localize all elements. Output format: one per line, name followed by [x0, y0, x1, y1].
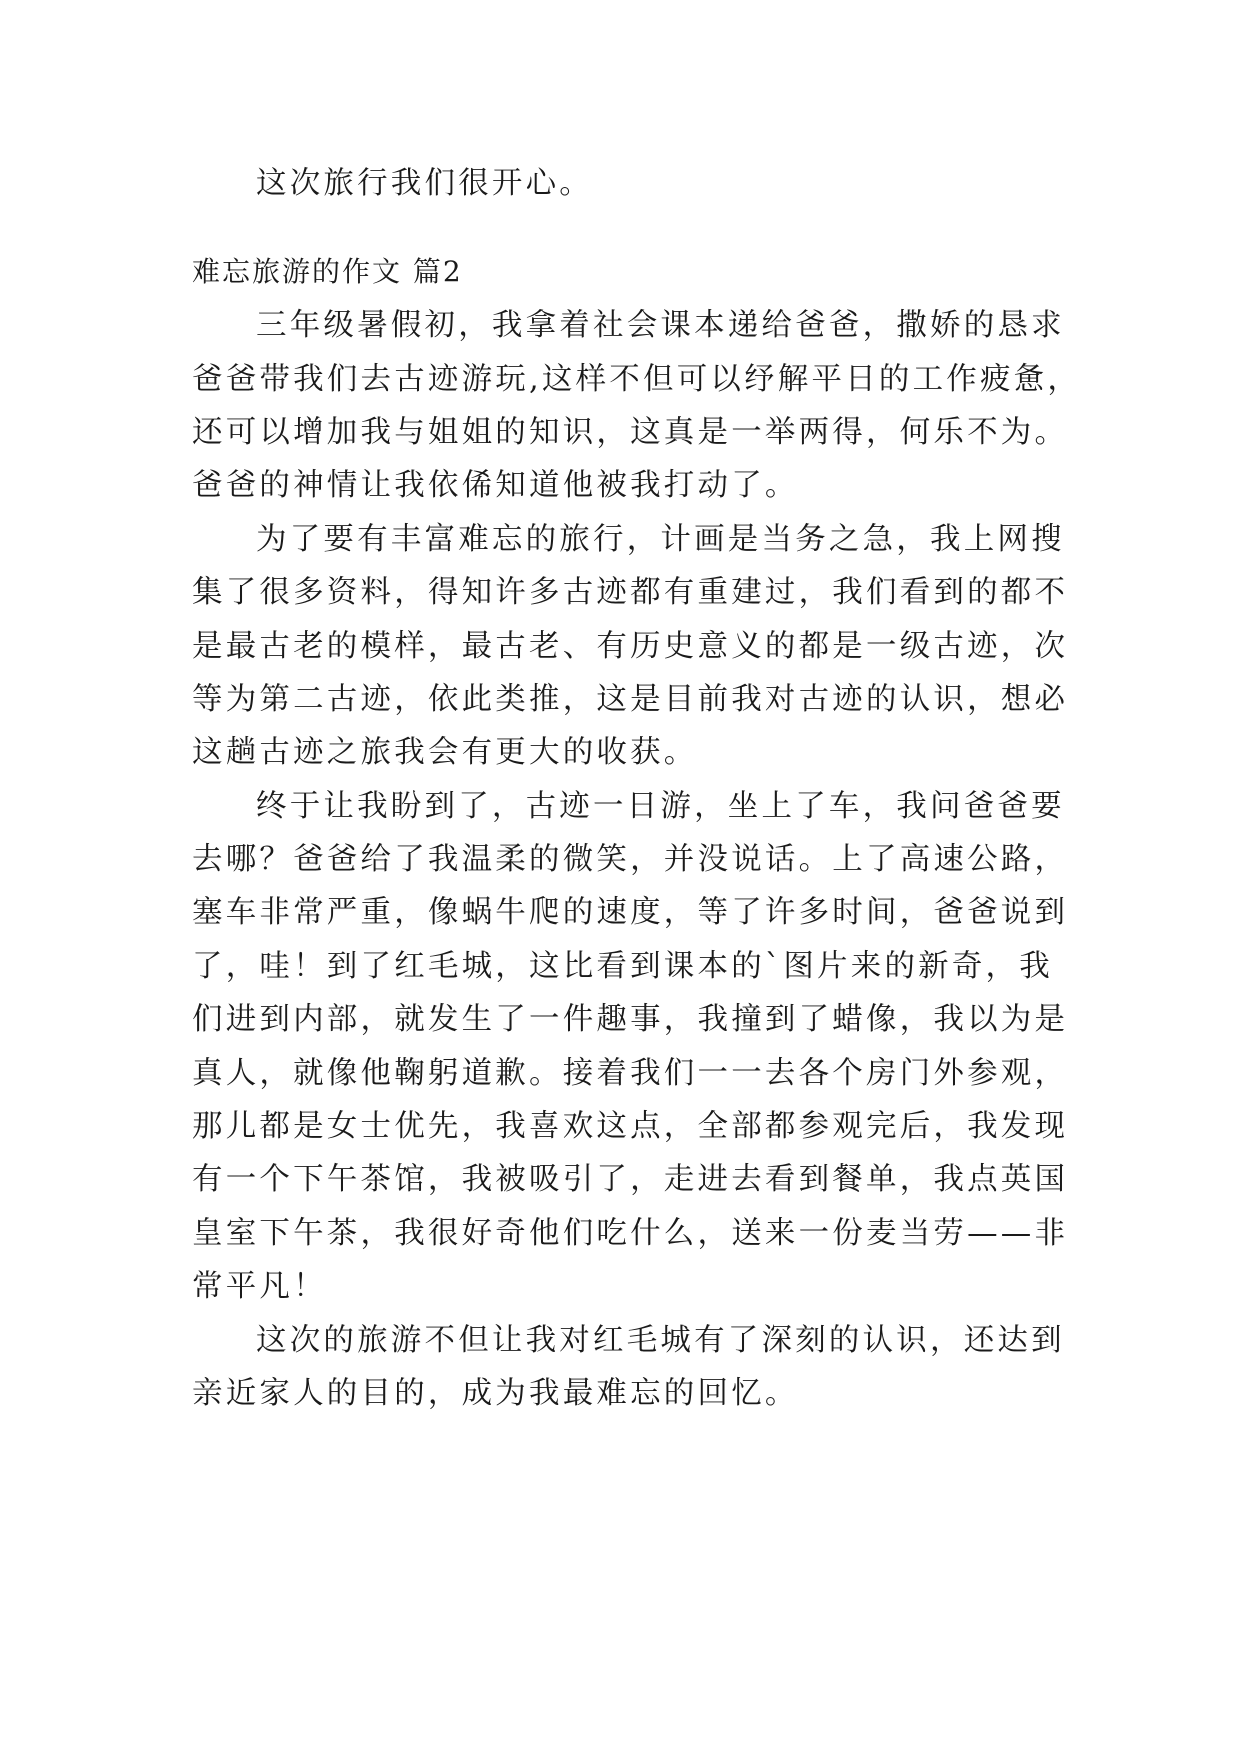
essay-heading: 难忘旅游的作文 篇2 [192, 255, 463, 288]
paragraph-1-line-2: 爸爸带我们去古迹游玩,这样不但可以纾解平日的工作疲惫， [192, 362, 1082, 397]
paragraph-3-line-8: 有一个下午茶馆，我被吸引了，走进去看到餐单，我点英国 [192, 1162, 1069, 1197]
paragraph-3-line-3: 塞车非常严重，像蜗牛爬的速度，等了许多时间，爸爸说到 [192, 895, 1069, 930]
paragraph-2-line-3: 是最古老的模样，最古老、有历史意义的都是一级古迹，次 [192, 629, 1069, 664]
paragraph-3-line-10: 常平凡！ [192, 1269, 327, 1304]
paragraph-1-line-1: 三年级暑假初，我拿着社会课本递给爸爸，撒娇的恳求 [256, 308, 1065, 343]
paragraph-2-line-2: 集了很多资料，得知许多古迹都有重建过，我们看到的都不 [192, 575, 1069, 610]
closing-line: 这次旅行我们很开心。 [256, 166, 593, 201]
paragraph-3-line-2: 去哪？爸爸给了我温柔的微笑，并没说话。上了高速公路， [192, 842, 1069, 877]
paragraph-3-line-9: 皇室下午茶，我很好奇他们吃什么，送来一份麦当劳——非 [192, 1216, 1069, 1251]
paragraph-3-line-7: 那儿都是女士优先，我喜欢这点，全部都参观完后，我发现 [192, 1109, 1069, 1144]
paragraph-2-line-5: 这趟古迹之旅我会有更大的收获。 [192, 735, 698, 770]
paragraph-4-line-1: 这次的旅游不但让我对红毛城有了深刻的认识，还达到 [256, 1323, 1065, 1358]
paragraph-3-line-6: 真人，就像他鞠躬道歉。接着我们一一去各个房门外参观， [192, 1056, 1069, 1091]
paragraph-3-line-4: 了，哇！到了红毛城，这比看到课本的`图片来的新奇，我 [192, 949, 1053, 984]
paragraph-4-line-2: 亲近家人的目的，成为我最难忘的回忆。 [192, 1376, 799, 1411]
paragraph-3-line-1: 终于让我盼到了，古迹一日游，坐上了车，我问爸爸要 [256, 789, 1065, 824]
paragraph-3-line-5: 们进到内部，就发生了一件趣事，我撞到了蜡像，我以为是 [192, 1002, 1069, 1037]
paragraph-2-line-4: 等为第二古迹，依此类推，这是目前我对古迹的认识，想必 [192, 682, 1069, 717]
paragraph-2-line-1: 为了要有丰富难忘的旅行，计画是当务之急，我上网搜 [256, 522, 1065, 557]
paragraph-1-line-4: 爸爸的神情让我依俙知道他被我打动了。 [192, 468, 799, 503]
paragraph-1-line-3: 还可以增加我与姐姐的知识，这真是一举两得，何乐不为。 [192, 415, 1069, 450]
